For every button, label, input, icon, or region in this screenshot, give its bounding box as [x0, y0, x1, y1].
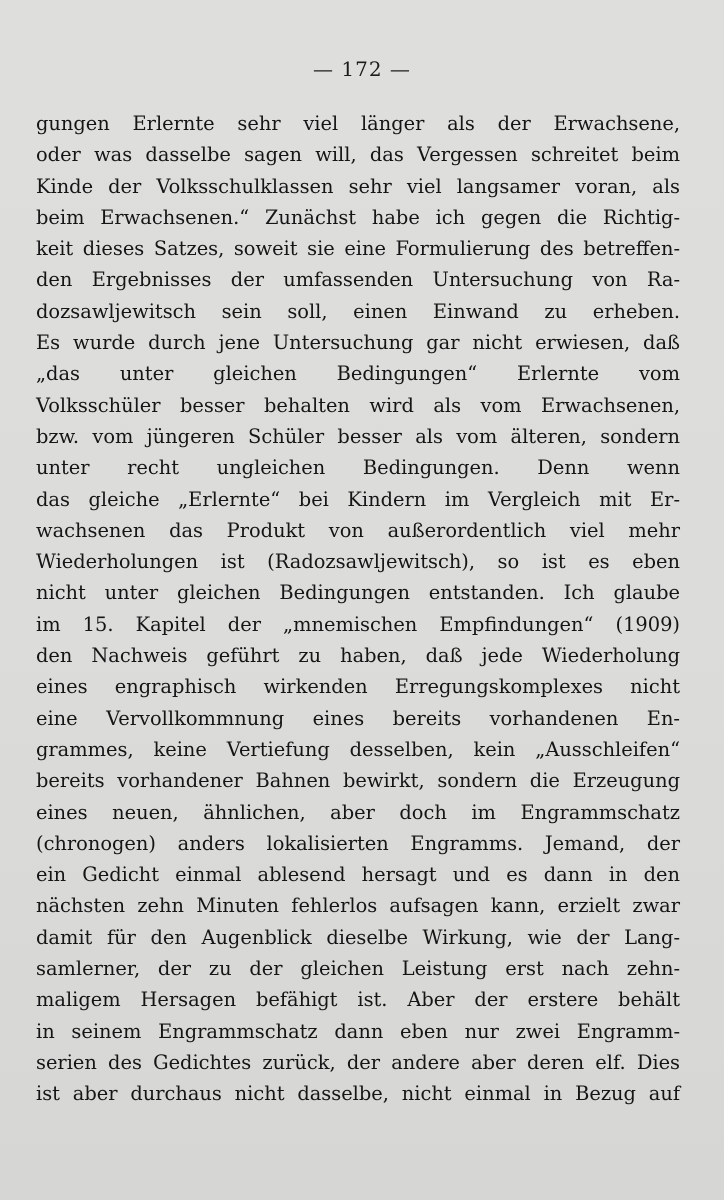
text-line: im 15. Kapitel der „mnemischen Empfindungen“ (1909) — [36, 612, 680, 636]
text-line: den Nachweis geführt zu haben, daß jede Wiederholung — [36, 644, 680, 668]
text-line: bereits vorhandener Bahnen bewirkt, sondern die Erzeugung — [36, 769, 680, 793]
text-line: keit dieses Satzes, soweit sie eine Formulierung des betreffen- — [36, 237, 680, 261]
text-line: serien des Gedichtes zurück, der andere aber deren elf. Dies — [36, 1050, 680, 1074]
text-line: „das unter gleichen Bedingungen“ Erlernte vom — [36, 362, 680, 386]
text-line: das gleiche „Erlernte“ bei Kindern im Vergleich mit Er- — [36, 487, 680, 511]
text-line: den Ergebnisses der umfassenden Untersuchung von Ra- — [36, 268, 680, 292]
text-line: Wiederholungen ist (Radozsawljewitsch), so ist es eben — [36, 550, 680, 574]
text-line: eines engraphisch wirkenden Erregungskomplexes nicht — [36, 675, 680, 699]
text-line: ist aber durchaus nicht dasselbe, nicht einmal in Bezug auf — [36, 1082, 680, 1106]
text-line: Es wurde durch jene Untersuchung gar nicht erwiesen, daß — [36, 331, 680, 355]
text-line: ein Gedicht einmal ablesend hersagt und es dann in den — [36, 863, 680, 887]
text-line: (chronogen) anders lokalisierten Engramms. Jemand, der — [36, 831, 680, 855]
text-line: damit für den Augenblick dieselbe Wirkung, wie der Lang- — [36, 925, 680, 949]
page-number: — 172 — — [313, 57, 411, 81]
text-line: unter recht ungleichen Bedingungen. Denn wenn — [36, 456, 680, 480]
text-line: beim Erwachsenen.“ Zunächst habe ich gegen die Richtig- — [36, 205, 680, 229]
text-line: maligem Hersagen befähigt ist. Aber der erstere behält — [36, 988, 680, 1012]
text-line: dozsawljewitsch sein soll, einen Einwand zu erheben. — [36, 299, 680, 323]
text-line: eine Vervollkommnung eines bereits vorhandenen En- — [36, 706, 680, 730]
text-line: nächsten zehn Minuten fehlerlos aufsagen kann, erzielt zwar — [36, 894, 680, 918]
text-line: samlerner, der zu der gleichen Leistung erst nach zehn- — [36, 957, 680, 981]
text-line: gungen Erlernte sehr viel länger als der Erwachsene, — [36, 112, 680, 135]
text-line: wachsenen das Produkt von außerordentlich viel mehr — [36, 518, 680, 542]
text-line: oder was dasselbe sagen will, das Vergessen schreitet beim — [36, 143, 680, 167]
text-line: in seinem Engrammschatz dann eben nur zwei Engramm- — [36, 1019, 680, 1043]
body-text — [36, 108, 680, 1110]
text-line: nicht unter gleichen Bedingungen entstanden. Ich glaube — [36, 581, 680, 605]
text-line: Volksschüler besser behalten wird als vom Erwachsenen, — [36, 393, 680, 417]
text-line: eines neuen, ähnlichen, aber doch im Engrammschatz — [36, 800, 680, 824]
text-line: grammes, keine Vertiefung desselben, kein „Ausschleifen“ — [36, 737, 680, 761]
text-line: Kinde der Volksschulklassen sehr viel langsamer voran, als — [36, 174, 680, 198]
text-line: bzw. vom jüngeren Schüler besser als vom älteren, sondern — [36, 424, 680, 448]
